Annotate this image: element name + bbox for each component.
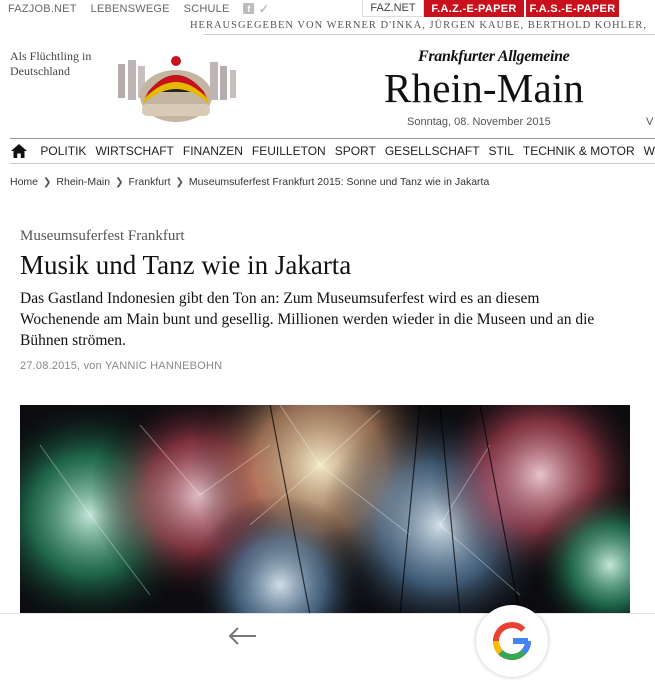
article-byline: 27.08.2015, von YANNIC HANNEBOHN	[20, 360, 223, 372]
nav-item-stil[interactable]: STIL	[488, 144, 514, 158]
hero-image-fireworks[interactable]	[20, 405, 630, 615]
google-g-icon[interactable]	[476, 605, 548, 677]
nav-item-sport[interactable]: SPORT	[334, 144, 376, 158]
breadcrumb-home[interactable]: Home	[10, 176, 39, 188]
nav-item-politik[interactable]: POLITIK	[40, 144, 87, 158]
issue-date: Sonntag, 08. November 2015	[407, 116, 551, 128]
nav-item-feuilleton[interactable]: FEUILLETON	[251, 144, 326, 158]
nav-item-technik-motor[interactable]: TECHNIK & MOTOR	[522, 144, 635, 158]
home-icon[interactable]	[10, 139, 28, 163]
faz-epaper-button[interactable]: F.A.Z.-E-PAPER	[424, 0, 524, 17]
breadcrumb-current: Museumsuferfest Frankfurt 2015: Sonne und Tanz wie in Jakarta	[188, 176, 490, 188]
facebook-icon[interactable]: f	[243, 3, 254, 14]
nav-item-wirtschaft[interactable]: WIRTSCHAFT	[95, 144, 174, 158]
nav-items	[40, 144, 655, 158]
link-lebenswege[interactable]: LEBENSWEGE	[90, 2, 170, 15]
chevron-right-icon: ❯	[175, 176, 184, 188]
promo-image[interactable]	[112, 52, 240, 126]
faznet-link[interactable]: FAZ.NET	[362, 0, 424, 17]
breadcrumb	[10, 176, 489, 188]
breadcrumb-rhein-main[interactable]: Rhein-Main	[56, 176, 111, 188]
top-links	[8, 0, 269, 17]
rhein-main-logo[interactable]: Rhein-Main	[384, 65, 585, 111]
back-arrow-icon[interactable]	[224, 624, 260, 648]
nav-item-cut[interactable]: W	[643, 144, 655, 158]
divider	[204, 34, 655, 35]
browser-bottom-bar	[0, 613, 655, 657]
twitter-icon[interactable]: ✓	[258, 1, 270, 16]
faz-logo-small[interactable]: Frankfurter Allgemeine	[418, 48, 570, 65]
main-navigation	[10, 138, 655, 164]
fas-epaper-button[interactable]: F.A.S.-E-PAPER	[526, 0, 619, 17]
top-utility-bar	[0, 0, 655, 17]
link-schule[interactable]: SCHULE	[183, 2, 230, 15]
article-kicker: Museumsuferfest Frankfurt	[20, 228, 185, 244]
promo-teaser-text[interactable]: Als Flüchtling in Deutschland	[10, 49, 92, 78]
publisher-line: HERAUSGEGEBEN VON WERNER D'INKA, JÜRGEN KAUBE, BERTHOLD KOHLER,	[189, 20, 647, 31]
nav-item-gesellschaft[interactable]: GESELLSCHAFT	[384, 144, 480, 158]
chevron-right-icon: ❯	[115, 176, 124, 188]
link-fazjob[interactable]: FAZJOB.NET	[8, 2, 77, 15]
breadcrumb-frankfurt[interactable]: Frankfurt	[128, 176, 171, 188]
chevron-right-icon: ❯	[43, 176, 52, 188]
article-headline: Musik und Tanz wie in Jakarta	[20, 250, 352, 280]
masthead-cut-text: V	[646, 116, 654, 128]
nav-item-finanzen[interactable]: FINANZEN	[182, 144, 243, 158]
social-links	[243, 3, 269, 14]
article-teaser: Das Gastland Indonesien gibt den Ton an: Zum Museumsuferfest wird es an diesem Wochenende am Main bunt und gesellig. Millionen werden wieder in die Museen und an die Bühnen strömen.	[20, 290, 595, 349]
